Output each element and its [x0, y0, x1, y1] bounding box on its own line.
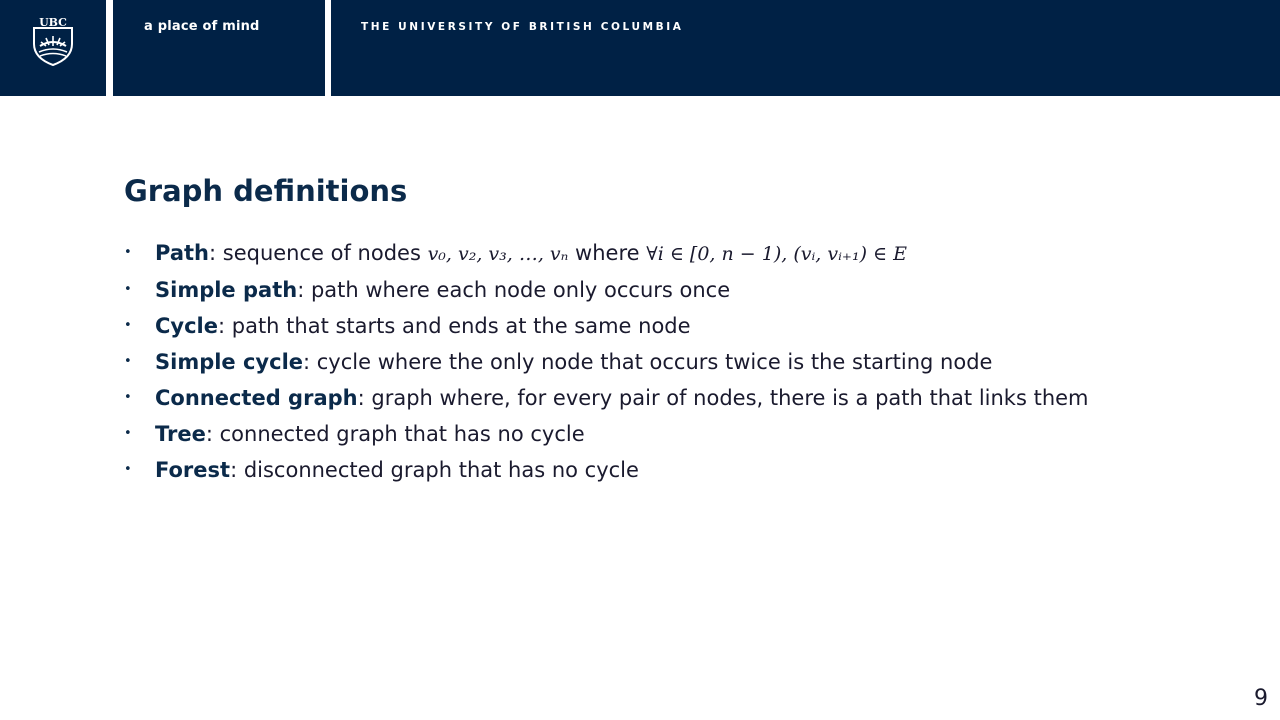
- page-number: 9: [1254, 686, 1268, 711]
- slide-title: Graph definitions: [124, 174, 408, 208]
- math-edge-condition: ∀i ∈ [0, n − 1), (vᵢ, vᵢ₊₁) ∈ E: [646, 243, 907, 265]
- definition-forest: : disconnected graph that has no cycle: [230, 458, 639, 482]
- bullet-dot: •: [124, 390, 132, 405]
- bullet-dot: •: [124, 318, 132, 333]
- definition-simple-cycle: : cycle where the only node that occurs twice is the starting node: [303, 350, 993, 374]
- university-name: THE UNIVERSITY OF BRITISH COLUMBIA: [361, 21, 684, 33]
- tagline: a place of mind: [144, 19, 260, 34]
- definition-connected-graph: : graph where, for every pair of nodes, there is a path that links them: [357, 386, 1089, 410]
- ubc-header: [0, 0, 1280, 96]
- math-node-sequence: v₀, v₂, v₃, …, vₙ: [427, 243, 569, 265]
- bullet-tree: [124, 422, 1184, 446]
- term-tree: Tree: [155, 422, 206, 446]
- svg-text:UBC: UBC: [39, 16, 67, 29]
- definition-path-where: where: [568, 241, 647, 265]
- term-cycle: Cycle: [155, 314, 218, 338]
- term-simple-path: Simple path: [155, 278, 298, 302]
- bullet-connected-graph: [124, 386, 1184, 410]
- definition-simple-path: : path where each node only occurs once: [297, 278, 731, 302]
- bullet-dot: •: [124, 354, 132, 369]
- definition-tree: : connected graph that has no cycle: [205, 422, 585, 446]
- university-block: [331, 0, 1280, 96]
- logo-block: [0, 0, 106, 96]
- definition-cycle: : path that starts and ends at the same node: [218, 314, 691, 338]
- bullet-dot: •: [124, 245, 132, 260]
- term-simple-cycle: Simple cycle: [155, 350, 304, 374]
- ubc-crest-logo: [30, 16, 76, 66]
- bullet-dot: •: [124, 462, 132, 477]
- bullet-dot: •: [124, 426, 132, 441]
- bullet-forest: [124, 458, 1184, 482]
- bullet-simple-cycle: [124, 350, 1184, 374]
- bullet-dot: •: [124, 282, 132, 297]
- bullet-simple-path: [124, 278, 1184, 302]
- bullet-path: [124, 241, 1184, 266]
- bullet-list: [124, 241, 1184, 494]
- term-forest: Forest: [155, 458, 231, 482]
- bullet-cycle: [124, 314, 1184, 338]
- term-path: Path: [155, 241, 209, 265]
- tagline-block: [113, 0, 325, 96]
- definition-path-text: : sequence of nodes: [209, 241, 428, 265]
- term-connected-graph: Connected graph: [155, 386, 358, 410]
